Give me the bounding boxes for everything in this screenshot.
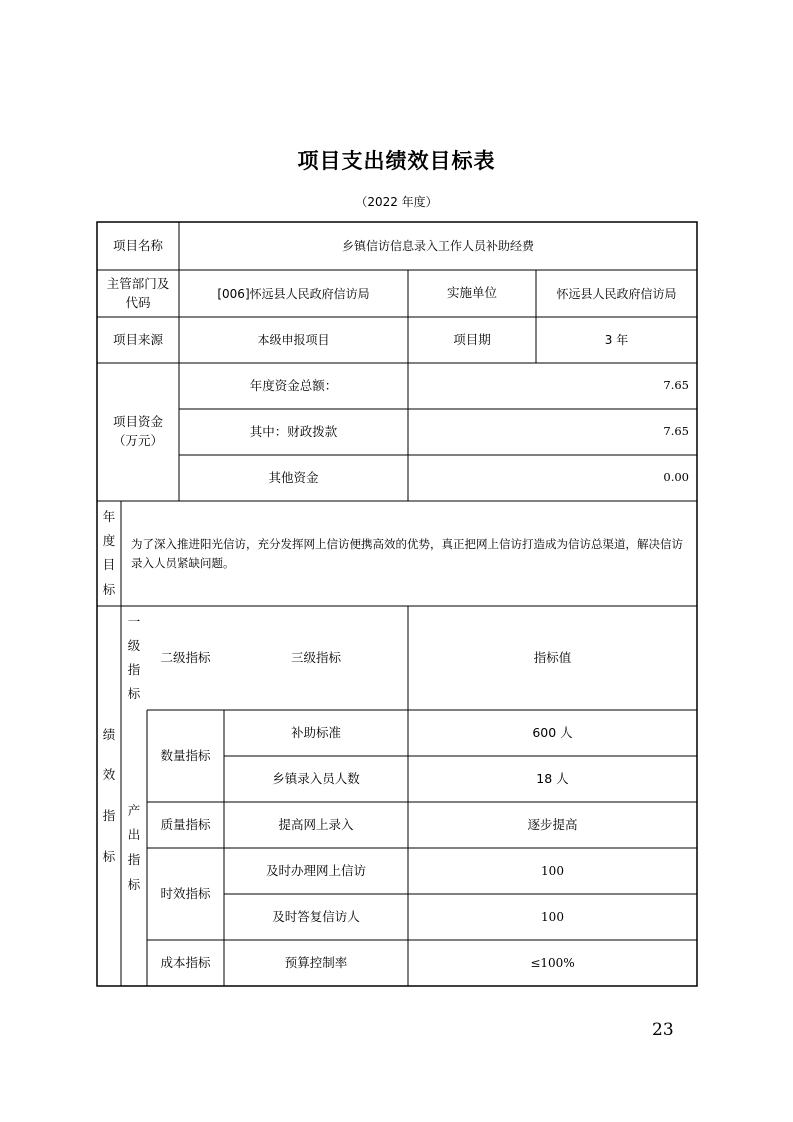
fund-label-line2: （万元） [112,433,163,448]
source-label: 项目来源 [112,331,163,347]
level2-quantity: 数量指标 [160,747,211,763]
fund-other-label: 其他资金 [268,469,319,485]
header-level1-char: 标 [127,685,141,701]
perf-label-char: 绩 [102,726,116,742]
dept-label-line2: 代码 [125,294,151,310]
indicator-value: ≤100% [530,956,575,970]
perf-label [97,606,121,986]
impl-label: 实施单位 [446,285,497,301]
indicator-value: 100 [541,910,564,924]
goal-label [97,501,121,606]
goal-label-char: 年 [102,508,116,524]
period-value: 3 年 [604,333,629,347]
level3-item: 补助标准 [290,724,341,740]
header-level1-char: 级 [127,637,141,653]
project-name-label: 项目名称 [112,237,163,253]
fund-label [97,363,179,501]
goal-label-char: 度 [102,533,116,548]
dept-label [97,270,179,317]
header-level1 [121,606,147,710]
level2-quality: 质量指标 [160,816,211,832]
output-label-char: 标 [127,876,141,892]
fund-other-value: 0.00 [663,470,689,485]
goal-text: 为了深入推进阳光信访，充分发挥网上信访便携高效的优势，真正把网上信访打造成为信访总渠道，解决信访录入人员紧缺问题。 [131,536,683,570]
fund-fiscal-value: 7.65 [663,424,689,439]
page-number: 23 [652,1020,674,1040]
level3-item: 及时答复信访人 [272,908,360,924]
level3-item: 乡镇录入员人数 [272,770,360,786]
fund-total-label: 年度资金总额： [249,377,338,393]
perf-label-char: 标 [102,848,116,864]
output-label-char: 指 [127,852,141,867]
dept-value: [006]怀远县人民政府信访局 [217,286,370,301]
fund-label-line1: 项目资金 [112,414,163,430]
impl-value: 怀远县人民政府信访局 [556,286,677,301]
level2-timeliness: 时效指标 [160,885,211,901]
goal-label-char: 目 [102,557,116,573]
period-label: 项目期 [453,331,491,347]
output-label-char: 产 [127,802,141,818]
output-label [121,710,147,986]
header-level3: 三级指标 [290,649,341,665]
indicator-value: 18 人 [536,770,569,786]
perf-label-char: 指 [102,808,116,823]
header-level2: 二级指标 [160,649,211,665]
goal-label-char: 标 [102,581,116,597]
indicator-value: 逐步提高 [527,816,578,832]
indicator-value: 600 人 [532,724,573,740]
level2-cost: 成本指标 [160,954,211,970]
year-label: （2022 年度） [355,195,438,209]
header-level1-char: 一 [127,613,141,629]
indicator-value: 100 [541,864,564,878]
output-label-char: 出 [127,827,141,843]
level3-item: 及时办理网上信访 [265,862,366,878]
page-title: 项目支出绩效目标表 [297,149,496,173]
fund-total-value: 7.65 [663,378,689,393]
perf-label-char: 效 [102,767,116,783]
fund-fiscal-label: 其中：财政拨款 [249,423,338,439]
project-name-value: 乡镇信访信息录入工作人员补助经费 [341,239,534,253]
level3-item: 预算控制率 [284,954,348,970]
header-value: 指标值 [533,649,572,665]
dept-label-line1: 主管部门及 [106,275,170,291]
header-level1-char: 指 [127,661,141,677]
source-value: 本级申报项目 [257,333,330,347]
level3-item: 提高网上录入 [278,816,354,832]
